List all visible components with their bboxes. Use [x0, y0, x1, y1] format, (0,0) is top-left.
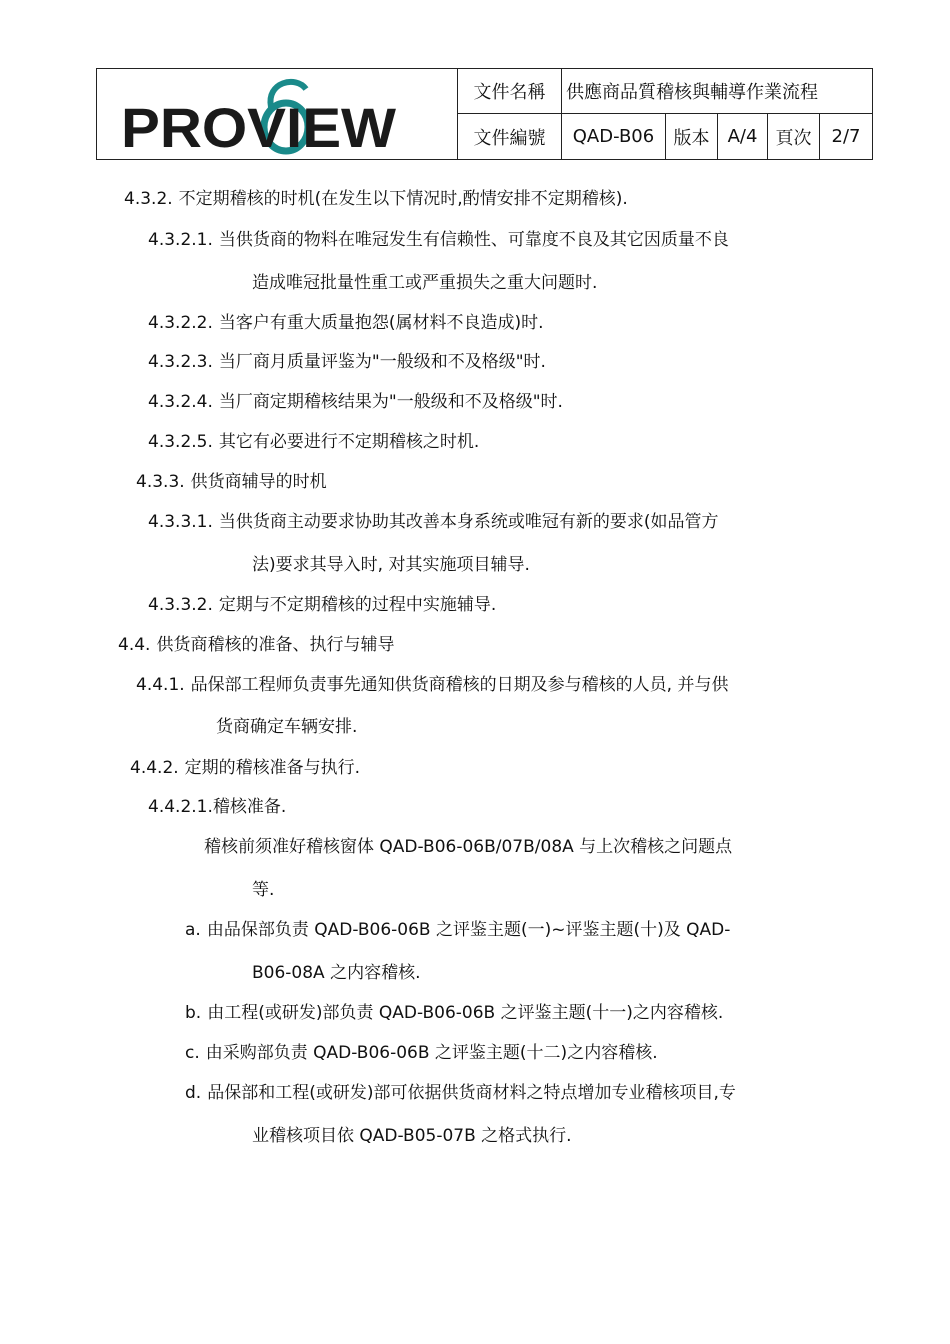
- version-label: 版本: [666, 114, 718, 159]
- list-item: 货商确定车辆安排.: [216, 717, 358, 737]
- doc-name-label: 文件名稱: [458, 69, 562, 113]
- list-item: 稽核前须准好稽核窗体 QAD-B06-06B/07B/08A 与上次稽核之问题点: [204, 837, 733, 857]
- list-item: 4.4.2.1.稽核准备.: [148, 797, 287, 817]
- list-item: 4.3.2.3. 当厂商月质量评鉴为"一般级和不及格级"时.: [148, 352, 546, 372]
- list-item: 4.3.2.2. 当客户有重大质量抱怨(属材料不良造成)时.: [148, 313, 544, 333]
- list-item: 业稽核项目依 QAD-B05-07B 之格式执行.: [252, 1126, 572, 1146]
- header-row-name: [458, 69, 872, 114]
- list-item: 等.: [252, 880, 275, 900]
- header-row-number: [458, 114, 872, 159]
- proview-logo: [121, 77, 431, 157]
- doc-name-value: 供應商品質稽核與輔導作業流程: [566, 82, 818, 103]
- list-item: 法)要求其导入时, 对其实施项目辅导.: [252, 555, 530, 575]
- list-item: c. 由采购部负责 QAD-B06-06B 之评鉴主题(十二)之内容稽核.: [185, 1043, 658, 1063]
- list-item: 4.3.2.4. 当厂商定期稽核结果为"一般级和不及格级"时.: [148, 392, 563, 412]
- logo-text: PROVIEW: [121, 96, 397, 157]
- list-item: 4.4. 供货商稽核的准备、执行与辅导: [118, 635, 395, 655]
- list-item: 造成唯冠批量性重工或严重损失之重大问题时.: [252, 273, 598, 293]
- list-item: 4.3.2.1. 当供货商的物料在唯冠发生有信赖性、可靠度不良及其它因质量不良: [148, 230, 729, 250]
- doc-no-label: 文件編號: [458, 114, 562, 159]
- page-label: 頁次: [768, 114, 820, 159]
- logo-cell: [97, 69, 458, 159]
- list-item: a. 由品保部负责 QAD-B06-06B 之评鉴主题(一)~评鉴主题(十)及 QAD-: [185, 920, 731, 940]
- version-value: A/4: [718, 114, 768, 159]
- doc-no-value: QAD-B06: [562, 114, 666, 159]
- list-item: 4.3.3.1. 当供货商主动要求协助其改善本身系统或唯冠有新的要求(如品管方: [148, 512, 719, 532]
- list-item: 4.3.2.5. 其它有必要进行不定期稽核之时机.: [148, 432, 480, 452]
- document-header: [96, 68, 873, 160]
- list-item: B06-08A 之内容稽核.: [252, 963, 421, 983]
- list-item: 4.4.1. 品保部工程师负责事先通知供货商稽核的日期及参与稽核的人员, 并与供: [136, 675, 729, 695]
- list-item: d. 品保部和工程(或研发)部可依据供货商材料之特点增加专业稽核项目,专: [185, 1083, 736, 1103]
- page-value: 2/7: [831, 126, 861, 147]
- list-item: 4.4.2. 定期的稽核准备与执行.: [130, 758, 361, 778]
- list-item: 4.3.3.2. 定期与不定期稽核的过程中实施辅导.: [148, 595, 497, 615]
- list-item: 4.3.3. 供货商辅导的时机: [136, 472, 327, 492]
- list-item: 4.3.2. 不定期稽核的时机(在发生以下情况时,酌情安排不定期稽核).: [124, 189, 628, 209]
- list-item: b. 由工程(或研发)部负责 QAD-B06-06B 之评鉴主题(十一)之内容稽核.: [185, 1003, 724, 1023]
